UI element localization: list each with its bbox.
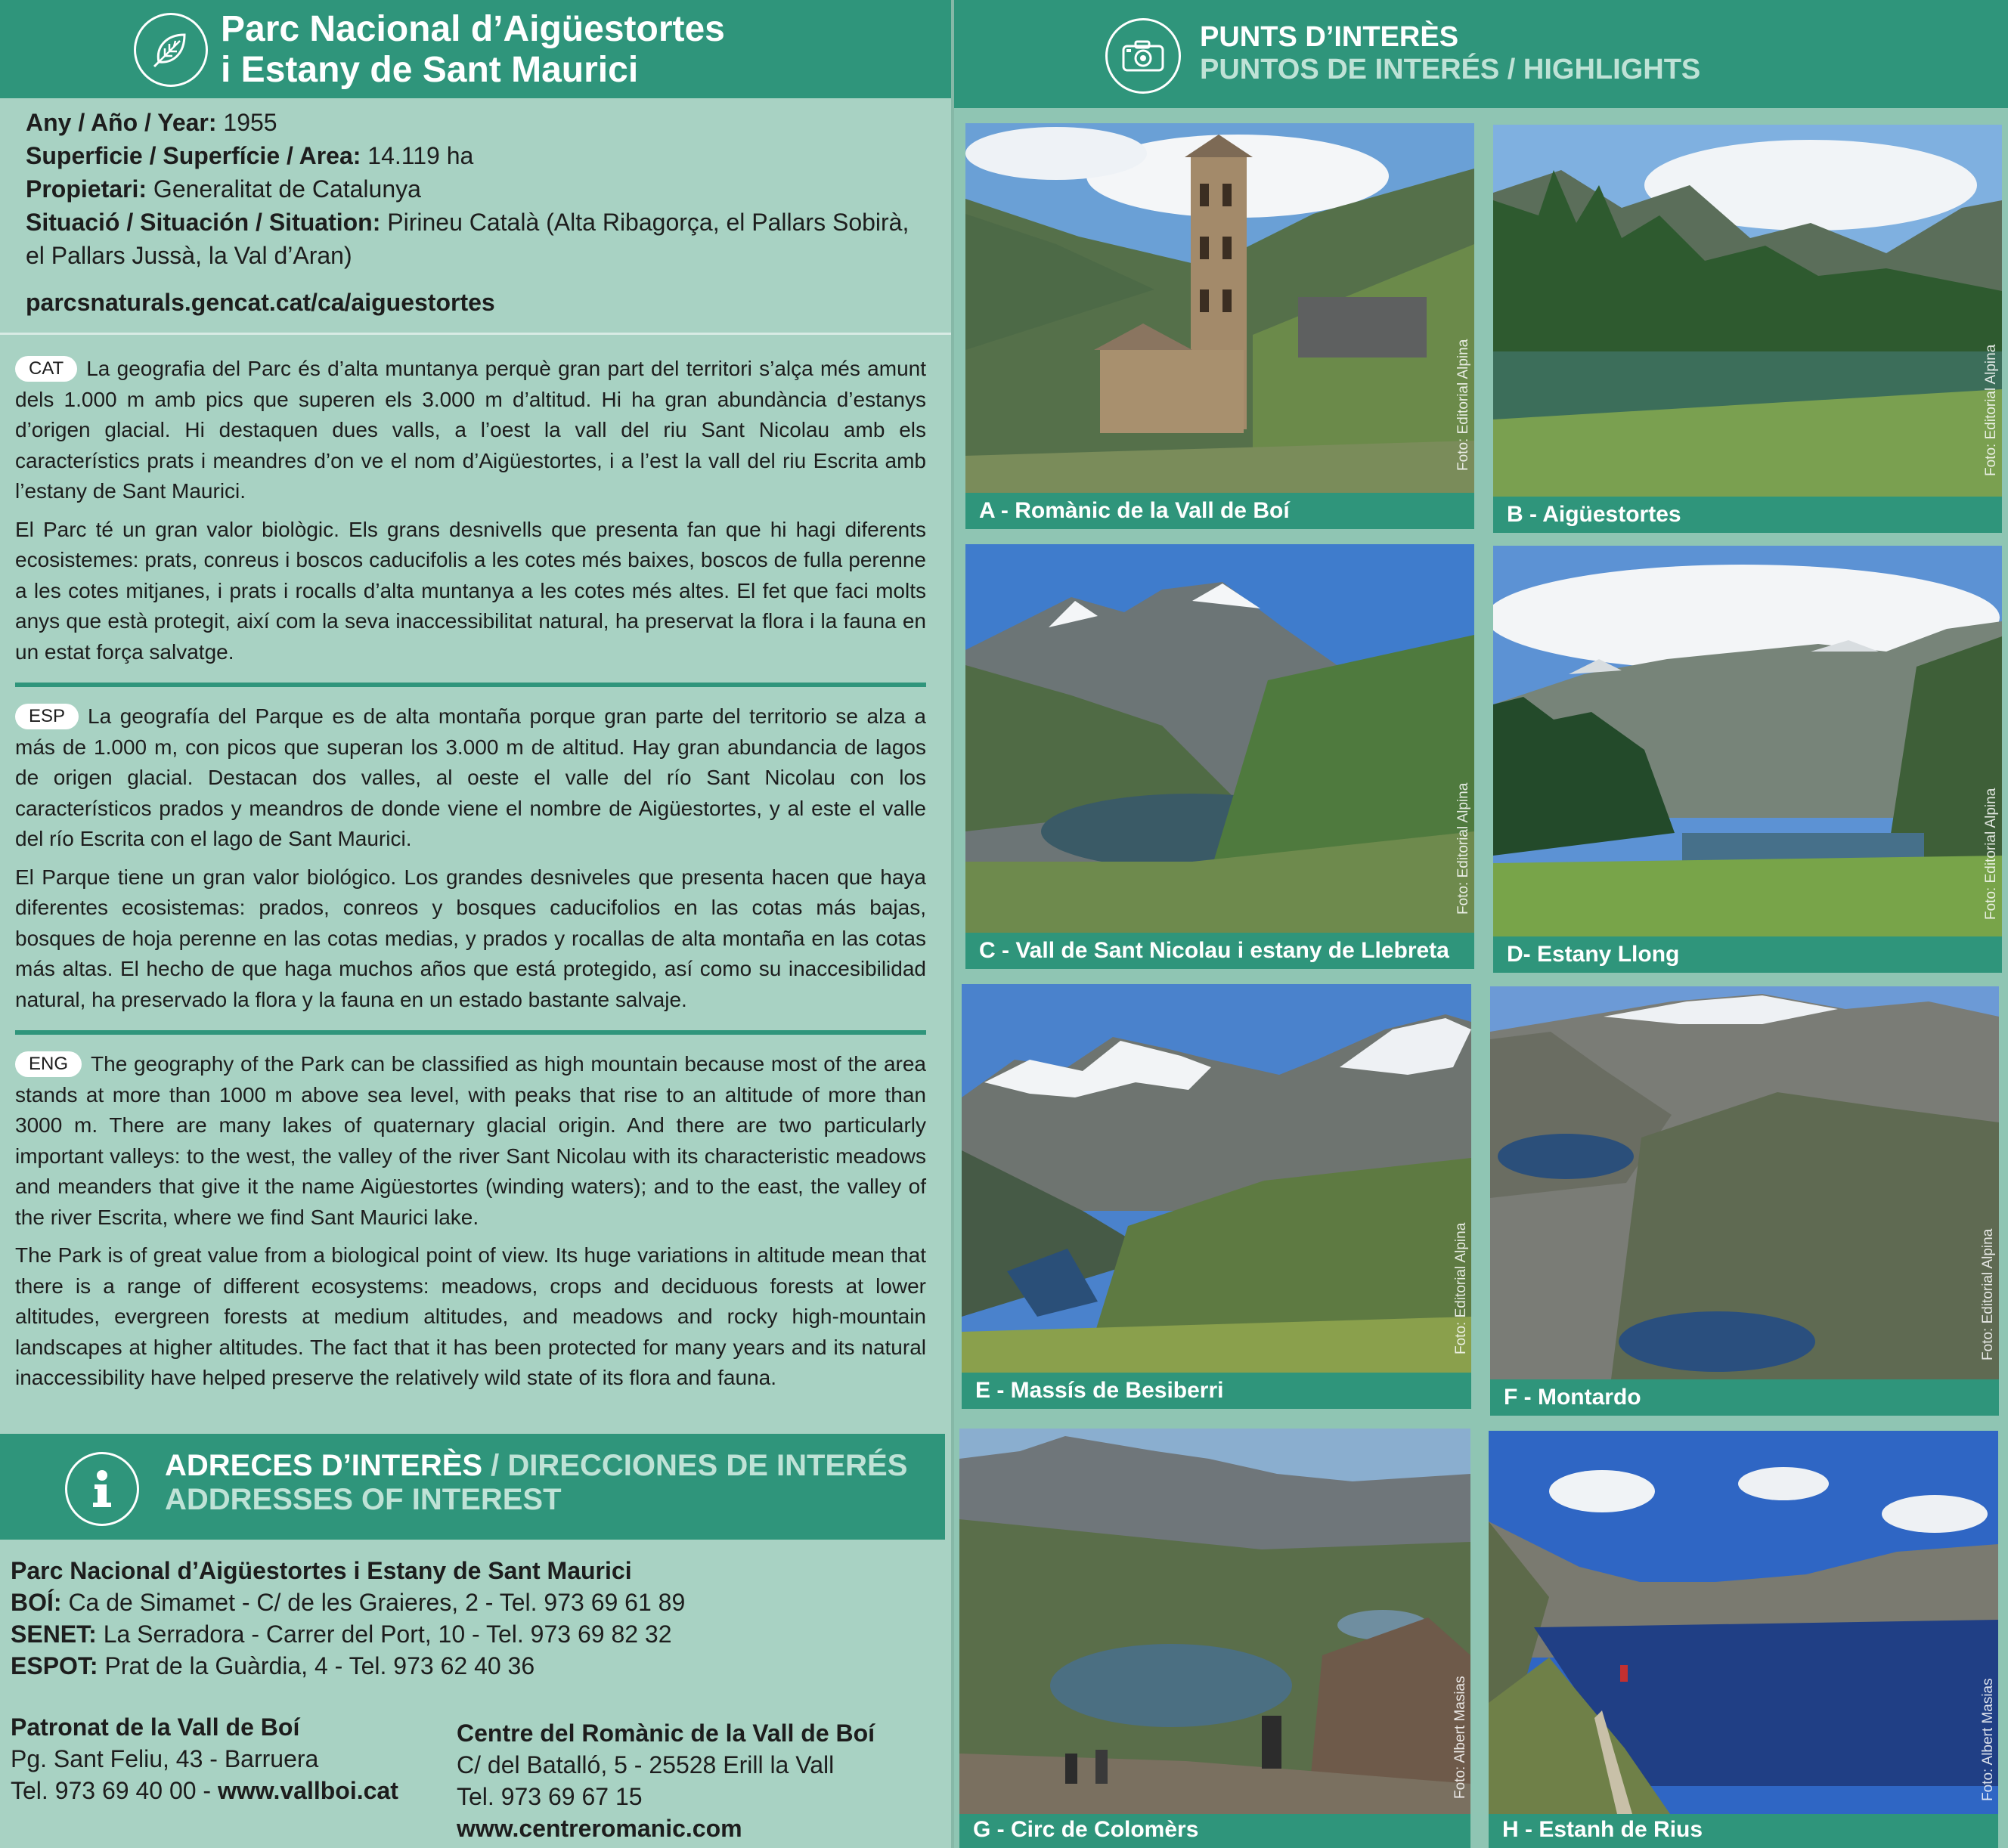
centre-block (457, 1717, 875, 1844)
info-panel (0, 0, 954, 1848)
esp-paragraph-1: La geografía del Parque es de alta montaña porque gran parte del territorio se alza a más de 1.000 m, con picos que superan los 3.000 m de altitud. Hay gran abundancia de lagos de origen glacial. Destacan dos valles, al oeste el valle del río Sant Nicolau con los característicos prados y meandros de donde viene el nombre de Aigüestortes, y al este el valle del río Escrita con el lago de Sant Maurici. (15, 704, 926, 850)
photo-credit: Foto: Editorial Alpina (1983, 344, 1999, 476)
park-offices (11, 1555, 940, 1682)
patronat-tel: Tel. 973 69 40 00 - (11, 1777, 218, 1804)
photo-credit: Foto: Editorial Alpina (1983, 788, 1999, 920)
photo-credit: Foto: Editorial Alpina (1453, 1222, 1469, 1354)
esp-paragraph-2: El Parque tiene un gran valor biológico. Los grandes desniveles que presenta hacen que haya diferentes ecosistemas: prados, conreos y bosques caducifolios en las cotas más bajas, bosques de hoja perenne en las cotas medias, y prados y rocallas de alta montaña en las cotas más altas. El hecho de que haga muchos años que está protegido, así como su inaccesibilidad natural, ha preservado la flora y la fauna en un estado bastante salvaje. (15, 865, 926, 1011)
patronat-name: Patronat de la Vall de Boí (11, 1713, 300, 1741)
highlight-caption-a: A - Romànic de la Vall de Boí (979, 498, 1290, 523)
highlight-card-h[interactable] (1489, 1431, 1998, 1848)
park-title-line1: Parc Nacional d’Aigüestortes (221, 9, 725, 49)
divider (0, 333, 954, 335)
photo-estanh-de-rius (1489, 1431, 1998, 1814)
camera-icon (1105, 18, 1181, 94)
highlight-caption-b: B - Aigüestortes (1507, 502, 1681, 527)
owner-value: Generalitat de Catalunya (153, 175, 421, 203)
highlights-title-rest: PUNTOS DE INTERÉS / HIGHLIGHTS (1200, 53, 1701, 85)
photo-credit: Foto: Albert Masias (1980, 1678, 1996, 1801)
description-eng (15, 1049, 926, 1401)
highlight-card-a[interactable] (965, 123, 1474, 529)
highlight-caption-d: D- Estany Llong (1507, 942, 1680, 967)
situation-value: Pirineu Català (Alta Ribagorça, el Pallars Sobirà, el Pallars Jussà, la Val d’Aran) (26, 209, 909, 269)
highlight-caption-h: H - Estanh de Rius (1502, 1817, 1703, 1842)
lang-tag-cat: CAT (15, 356, 77, 382)
highlight-caption-f: F - Montardo (1504, 1385, 1641, 1410)
espot-address: Prat de la Guàrdia, 4 - Tel. 973 62 40 36 (104, 1652, 535, 1679)
year-label: Any / Año / Year: (26, 109, 217, 136)
photo-credit: Foto: Editorial Alpina (1980, 1228, 1996, 1360)
lang-tag-esp: ESP (15, 704, 79, 729)
highlights-title-cat: PUNTS D’INTERÈS (1200, 21, 1459, 53)
lang-tag-eng: ENG (15, 1051, 82, 1077)
photo-besiberri (962, 984, 1471, 1373)
park-title-line2: i Estany de Sant Maurici (221, 49, 639, 90)
photo-credit: Foto: Albert Masias (1452, 1676, 1468, 1799)
highlights-panel (954, 0, 2008, 1848)
cat-paragraph-2: El Parc té un gran valor biològic. Els grans desnivells que presenta fan que hi hagi diferents ecosistemes: prats, conreus i boscos caducifolis a les cotes més baixes, boscos de fulla perenne a les cotes mitjanes, i prats i rocalls d’alta muntanya a les cotes més altes. El fet que faci molts anys que està protegit, així com la seva inaccessibilitat natural, ha preservat la flora i la fauna en un estat força salvatge. (15, 517, 926, 664)
highlight-card-d[interactable] (1493, 546, 2002, 973)
centre-tel: Tel. 973 69 67 15 (457, 1783, 643, 1810)
info-icon (65, 1452, 139, 1526)
highlight-caption-g: G - Circ de Colomèrs (973, 1817, 1199, 1842)
centre-address: C/ del Batalló, 5 - 25528 Erill la Vall (457, 1751, 835, 1778)
senet-label: SENET: (11, 1620, 97, 1648)
description-cat (15, 354, 926, 675)
patronat-block (11, 1711, 398, 1806)
photo-aiguestortes (1493, 125, 2002, 497)
park-facts (26, 106, 925, 319)
photo-credit: Foto: Editorial Alpina (1455, 339, 1471, 471)
highlight-card-e[interactable] (962, 984, 1471, 1409)
highlight-caption-c: C - Vall de Sant Nicolau i estany de Llebreta (979, 938, 1449, 963)
year-value: 1955 (223, 109, 277, 136)
boi-label: BOÍ: (11, 1589, 62, 1616)
photo-sant-nicolau-valley (965, 544, 1474, 933)
centre-website-link[interactable]: www.centreromanic.com (457, 1815, 742, 1842)
senet-address: La Serradora - Carrer del Port, 10 - Tel. 973 69 82 32 (103, 1620, 672, 1648)
photo-circ-de-colomers (959, 1429, 1470, 1814)
area-value: 14.119 ha (367, 142, 474, 169)
leaf-icon (134, 13, 208, 87)
area-label: Superficie / Superfície / Area: (26, 142, 361, 169)
eng-paragraph-2: The Park is of great value from a biological point of view. Its huge variations in altitude mean that there is a range of different ecosystems: meadows, crops and deciduous forests at lower altitudes, evergreen forests at medium altitudes, and meadows and rocky high-mountain landscapes at higher altitudes. The fact that it has been protected for many years and its natural inaccessibility have helped preserve the relatively wild state of its flora and fauna. (15, 1243, 926, 1389)
highlight-card-f[interactable] (1490, 986, 1999, 1416)
centre-name: Centre del Romànic de la Vall de Boí (457, 1720, 875, 1747)
situation-label: Situació / Situación / Situation: (26, 209, 381, 236)
description-esp (15, 701, 926, 1023)
addresses-header (0, 1434, 945, 1540)
addresses-title-esp: DIRECCIONES DE INTERÉS (507, 1449, 908, 1482)
addresses-title-sep: / (482, 1449, 508, 1482)
owner-label: Propietari: (26, 175, 147, 203)
addresses-title-cat: ADRECES D’INTERÈS (165, 1449, 483, 1482)
highlight-card-b[interactable] (1493, 125, 2002, 533)
photo-credit: Foto: Editorial Alpina (1455, 782, 1471, 915)
patronat-address: Pg. Sant Feliu, 43 - Barruera (11, 1745, 319, 1772)
section-rule (15, 683, 926, 687)
park-office-name: Parc Nacional d’Aigüestortes i Estany de Sant Maurici (11, 1557, 632, 1584)
boi-address: Ca de Simamet - C/ de les Graieres, 2 - Tel. 973 69 61 89 (68, 1589, 686, 1616)
highlight-card-g[interactable] (959, 1429, 1470, 1848)
patronat-website-link[interactable]: www.vallboi.cat (217, 1777, 398, 1804)
photo-estany-llong (1493, 546, 2002, 936)
highlight-card-c[interactable] (965, 544, 1474, 969)
eng-paragraph-1: The geography of the Park can be classified as high mountain because most of the area stands at more than 1000 m above sea level, with peaks that rise to an altitude of more than 3000 m. There are many lakes of quaternary glacial origin. And there are two particularly important valleys: to the west, the valley of the river Sant Nicolau with its characteristic meadows and meanders that give it the name Aigüestortes (winding waters); and to the east, the valley of the river Escrita, where we find Sant Maurici lake. (15, 1052, 926, 1229)
park-header (0, 0, 954, 98)
park-website-link[interactable]: parcsnaturals.gencat.cat/ca/aiguestortes (26, 289, 495, 316)
highlight-caption-e: E - Massís de Besiberri (975, 1378, 1224, 1403)
photo-montardo (1490, 986, 1999, 1379)
highlights-header (954, 0, 2008, 108)
section-rule (15, 1030, 926, 1035)
addresses-title-eng: ADDRESSES OF INTEREST (165, 1482, 562, 1516)
cat-paragraph-1: La geografia del Parc és d’alta muntanya perquè gran part del territori s’alça més amunt dels 1.000 m amb pics que superen els 3.000 m d’altitud. Hi ha gran abundància d’estanys d’origen glacial. Hi destaquen dues valls, a l’oest la vall del riu Sant Nicolau amb els característics prats i meandres d’on ve el nom d’Aigüestortes, i a l’est la vall del riu Escrita amb l’estany de Sant Maurici. (15, 357, 926, 503)
espot-label: ESPOT: (11, 1652, 98, 1679)
photo-romanic-church (965, 123, 1474, 493)
